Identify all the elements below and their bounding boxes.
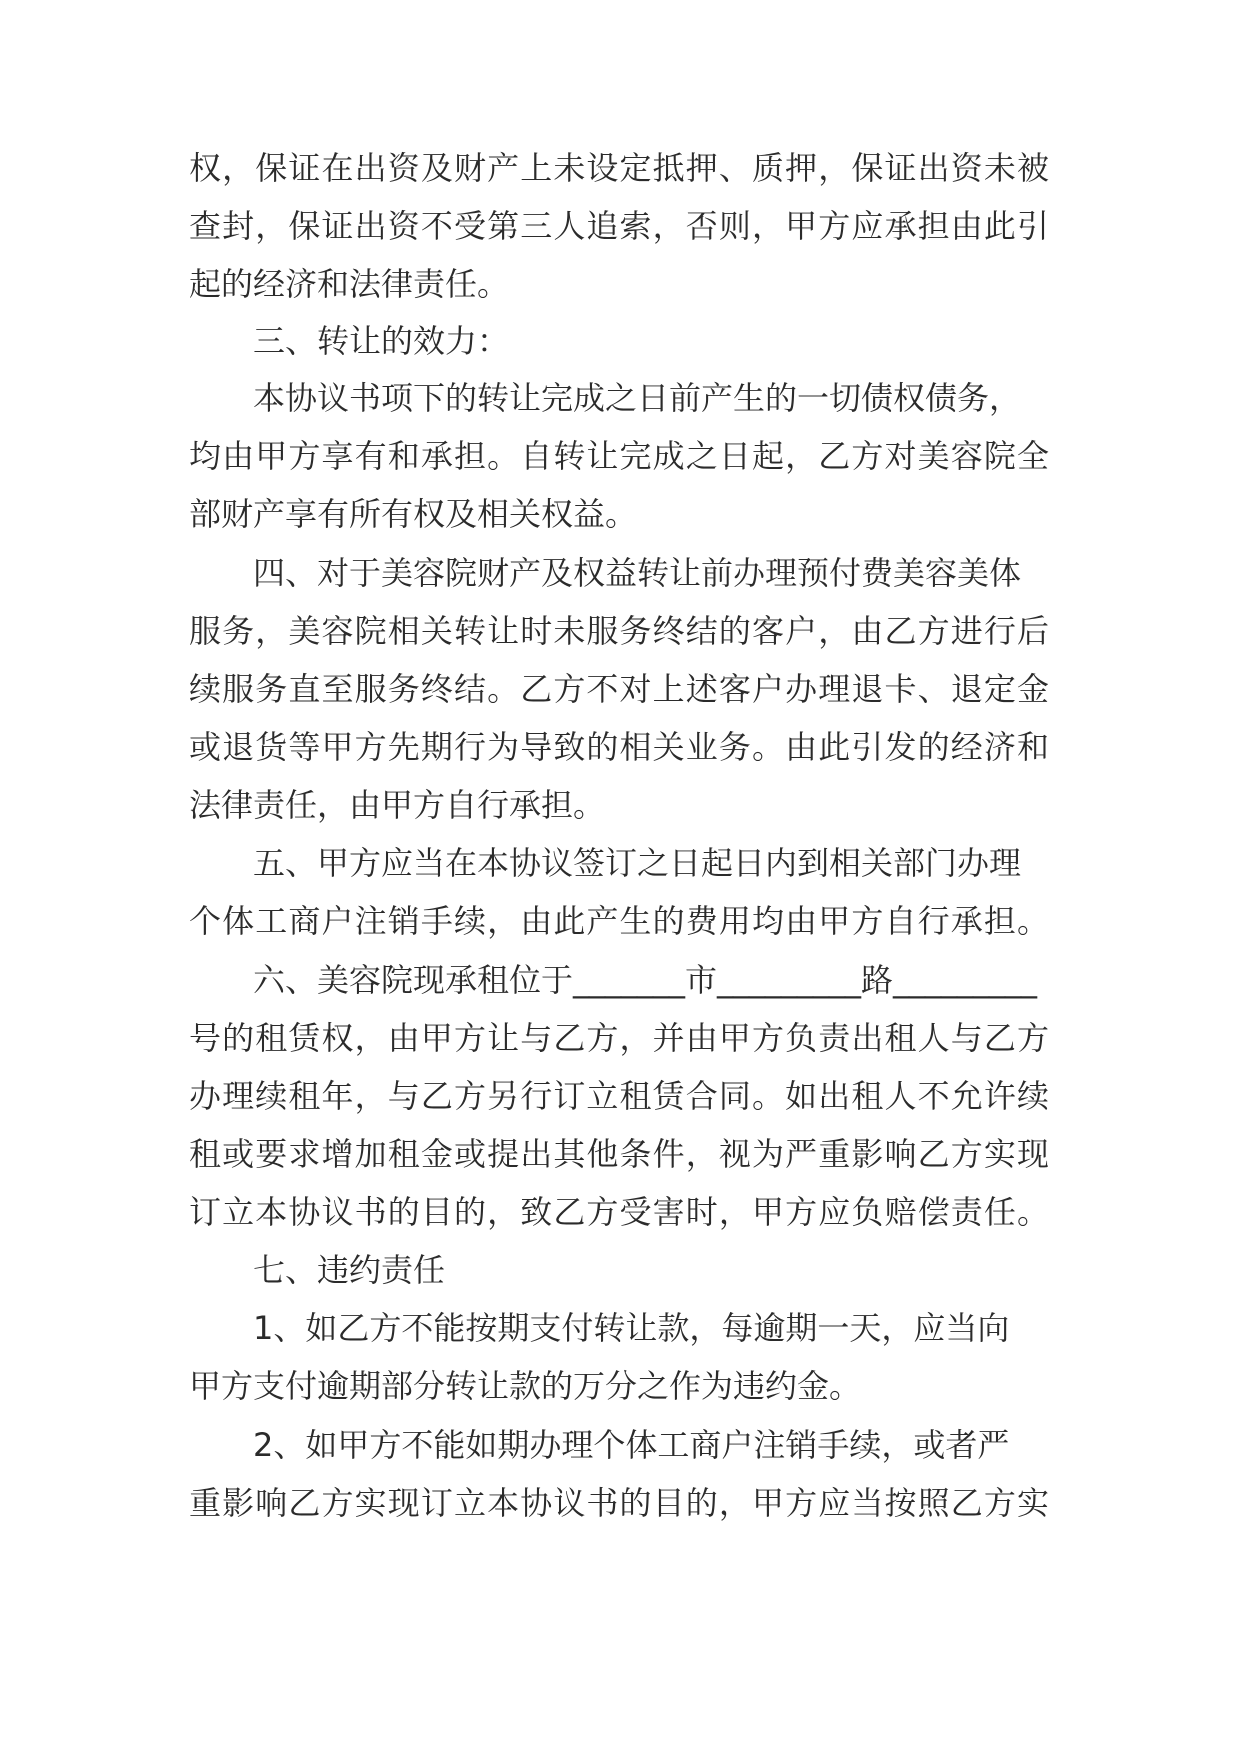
- text-line: 个体工商户注销手续，由此产生的费用均由甲方自行承担。: [189, 902, 1049, 940]
- text-line: 服务，美容院相关转让时未服务终结的客户，由乙方进行后: [189, 612, 1049, 650]
- text-line: 本协议书项下的转让完成之日前产生的一切债权债务，: [253, 379, 1022, 417]
- text-line: 四、对于美容院财产及权益转让前办理预付费美容美体: [253, 554, 1022, 592]
- text-line: 起的经济和法律责任。: [189, 265, 510, 303]
- text-line: 部财产享有所有权及相关权益。: [189, 495, 638, 533]
- text-line: 订立本协议书的目的，致乙方受害时，甲方应负赔偿责任。: [189, 1193, 1049, 1231]
- text-line: 2、如甲方不能如期办理个体工商户注销手续，或者严: [253, 1426, 1010, 1464]
- text-line: 查封，保证出资不受第三人追索，否则，甲方应承担由此引: [189, 207, 1049, 245]
- text-line: 重影响乙方实现订立本协议书的目的，甲方应当按照乙方实: [189, 1484, 1049, 1522]
- section-heading: 三、转让的效力：: [253, 322, 510, 360]
- text-line: 权，保证在出资及财产上未设定抵押、质押，保证出资未被: [189, 149, 1049, 187]
- text-line: 五、甲方应当在本协议签订之日起日内到相关部门办理: [253, 844, 1022, 882]
- text-line: 1、如乙方不能按期支付转让款，每逾期一天，应当向: [253, 1309, 1010, 1347]
- text-line: 续服务直至服务终结。乙方不对上述客户办理退卡、退定金: [189, 670, 1049, 708]
- text-line: 六、美容院现承租位于_______市_________路_________: [253, 961, 1038, 999]
- text-line: 甲方支付逾期部分转让款的万分之作为违约金。: [189, 1367, 862, 1405]
- text-line: 租或要求增加租金或提出其他条件，视为严重影响乙方实现: [189, 1135, 1049, 1173]
- text-line: 法律责任，由甲方自行承担。: [189, 786, 606, 824]
- text-line: 均由甲方享有和承担。自转让完成之日起，乙方对美容院全: [189, 437, 1049, 475]
- section-heading: 七、违约责任: [253, 1251, 446, 1289]
- text-line: 号的租赁权，由甲方让与乙方，并由甲方负责出租人与乙方: [189, 1019, 1049, 1057]
- text-line: 或退货等甲方先期行为导致的相关业务。由此引发的经济和: [189, 728, 1049, 766]
- text-line: 办理续租年，与乙方另行订立租赁合同。如出租人不允许续: [189, 1077, 1049, 1115]
